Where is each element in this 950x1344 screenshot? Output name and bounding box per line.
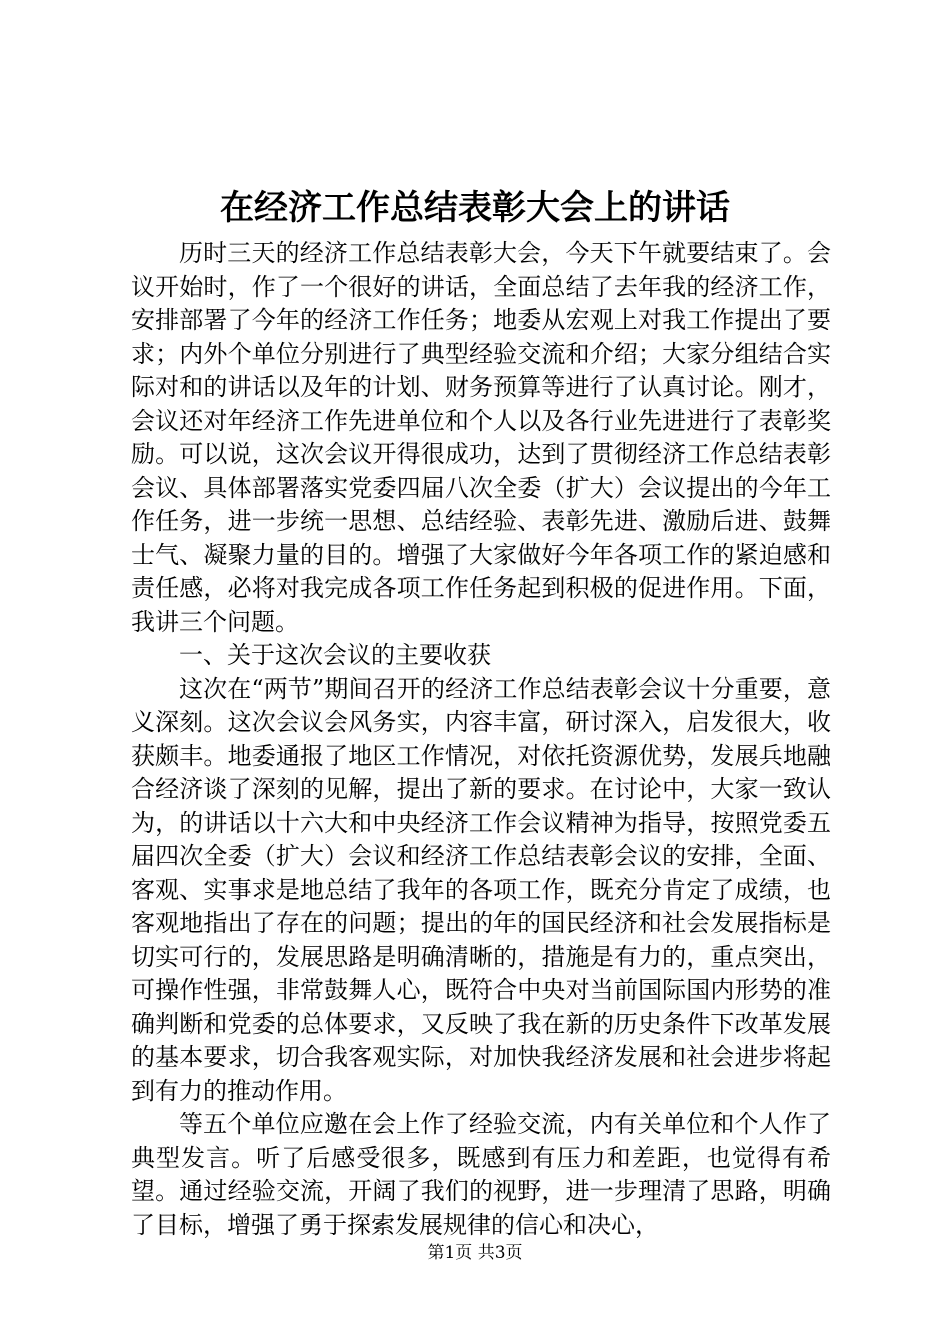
section-heading: 一、关于这次会议的主要收获 [179,641,491,669]
paragraph-experience: 等五个单位应邀在会上作了经验交流，内有关单位和个人作了典型发言。听了后感受很多，既感到有压力和差距，也觉得有希望。通过经验交流，开阔了我们的视野，进一步理清了思路，明确了目标，增强了勇于探索发展规律的信心和决心， [131,1110,831,1239]
page-footer: 第1页 共3页 [427,1243,523,1263]
paragraph-intro: 历时三天的经济工作总结表彰大会，今天下午就要结束了。会议开始时，作了一个很好的讲话，全面总结了去年我的经济工作，安排部署了今年的经济工作任务；地委从宏观上对我工作提出了要求；内外个单位分别进行了典型经验交流和介绍；大家分组结合实际对和的讲话以及年的计划、财务预算等进行了认真讨论。刚才，会议还对年经济工作先进单位和个人以及各行业先进进行了表彰奖励。可以说，这次会议开得很成功，达到了贯彻经济工作总结表彰会议、具体部署落实党委四届八次全委（扩大）会议提出的今年工作任务，进一步统一思想、总结经验、表彰先进、激励后进、鼓舞士气、凝聚力量的目的。增强了大家做好今年各项工作的紧迫感和责任感，必将对我完成各项工作任务起到积极的促进作用。下面，我讲三个问题。 [131,239,831,636]
document-body [131,237,831,1242]
paragraph-harvest: 这次在“两节”期间召开的经济工作总结表彰会议十分重要，意义深刻。这次会议会风务实，内容丰富，研讨深入，启发很大，收获颇丰。地委通报了地区工作情况，对依托资源优势，发展兵地融合经济谈了深刻的见解，提出了新的要求。在讨论中，大家一致认为，的讲话以十六大和中央经济工作会议精神为指导，按照党委五届四次全委（扩大）会议和经济工作总结表彰会议的安排，全面、客观、实事求是地总结了我年的各项工作，既充分肯定了成绩，也客观地指出了存在的问题；提出的年的国民经济和社会发展指标是切实可行的，发展思路是明确清晰的，措施是有力的，重点突出，可操作性强，非常鼓舞人心，既符合中央对当前国际国内形势的准确判断和党委的总体要求，又反映了我在新的历史条件下改革发展的基本要求，切合我客观实际，对加快我经济发展和社会进步将起到有力的推动作用。 [131,674,831,1105]
document-title: 在经济工作总结表彰大会上的讲话 [220,188,730,228]
